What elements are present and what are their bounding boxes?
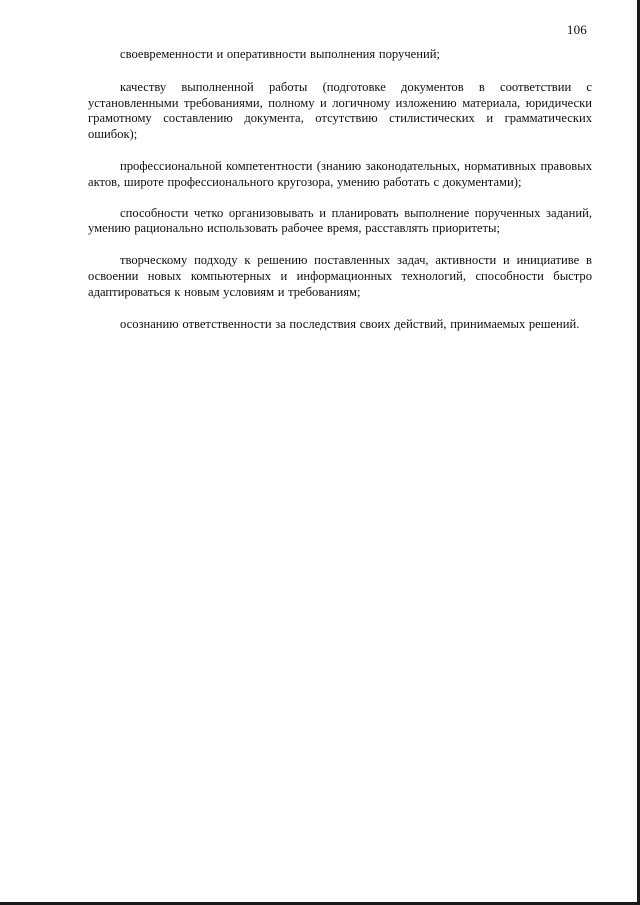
page-number: 106 xyxy=(566,22,587,37)
paragraph-work-quality: качеству выполненной работы (подготовке документов в соответствии с установленными требованиями, полному и логичному изложению материала, юридически грамотному составлению документа, отсутствию стилистических и грамматических ошибок); xyxy=(88,79,592,142)
paragraph-timeliness: своевременности и оперативности выполнения поручений; xyxy=(120,47,440,61)
paragraph-responsibility: осознанию ответственности за последствия своих действий, принимаемых решений. xyxy=(120,316,580,331)
paragraph-organization-ability: способности четко организовывать и планировать выполнение порученных заданий, умению рационально использовать рабочее время, расставлять приоритеты; xyxy=(88,205,592,236)
paragraph-creative-approach: творческому подходу к решению поставленных задач, активности и инициативе в освоении новых компьютерных и информационных технологий, способности быстро адаптироваться к новым условиям и требованиям; xyxy=(88,253,592,299)
document-body xyxy=(88,47,592,344)
paragraph-professional-competence: профессиональной компетентности (знанию законодательных, нормативных правовых актов, широте профессионального кругозора, умению работать с документами); xyxy=(88,158,592,189)
